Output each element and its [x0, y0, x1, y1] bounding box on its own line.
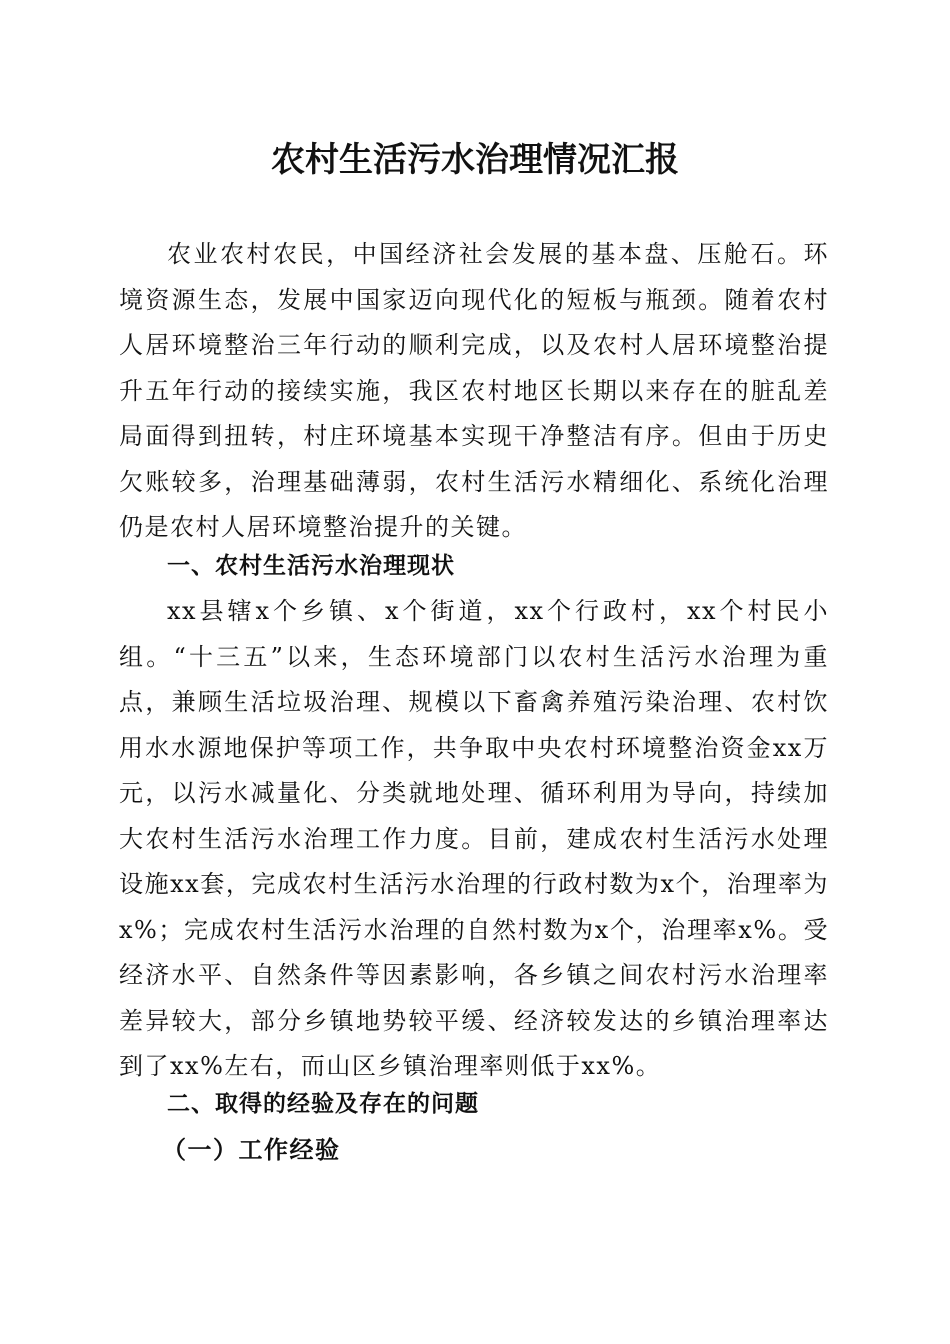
section-heading-experience-issues: 二、取得的经验及存在的问题 — [167, 1091, 479, 1117]
intro-paragraph: 农业农村农民，中国经济社会发展的基本盘、压舱石。环境资源生态，发展中国家迈向现代化的短板与瓶颈。随着农村人居环境整治三年行动的顺利完成，以及农村人居环境整治提升五年行动的接续实施，我区农村地区长期以来存在的脏乱差局面得到扭转，村庄环境基本实现干净整洁有序。但由于历史欠账较多，治理基础薄弱，农村生活污水精细化、系统化治理仍是农村人居环境整治提升的关键。 — [119, 240, 829, 541]
section-heading-status: 一、农村生活污水治理现状 — [167, 553, 455, 579]
subsection-heading-work-experience: （一）工作经验 — [162, 1135, 341, 1164]
status-paragraph: xx县辖x个乡镇、x个街道，xx个行政村，xx个村民小组。“十三五”以来，生态环境部门以农村生活污水治理为重点，兼顾生活垃圾治理、规模以下畜禽养殖污染治理、农村饮用水水源地保护等项工作，共争取中央农村环境整治资金xx万元，以污水减量化、分类就地处理、循环利用为导向，持续加大农村生活污水治理工作力度。目前，建成农村生活污水处理设施xx套，完成农村生活污水治理的行政村数为x个，治理率为x%；完成农村生活污水治理的自然村数为x个，治理率x%。受经济水平、自然条件等因素影响，各乡镇之间农村污水治理率差异较大，部分乡镇地势较平缓、经济较发达的乡镇治理率达到了xx%左右，而山区乡镇治理率则低于xx%。 — [119, 597, 829, 1080]
document-title: 农村生活污水治理情况汇报 — [271, 140, 679, 180]
